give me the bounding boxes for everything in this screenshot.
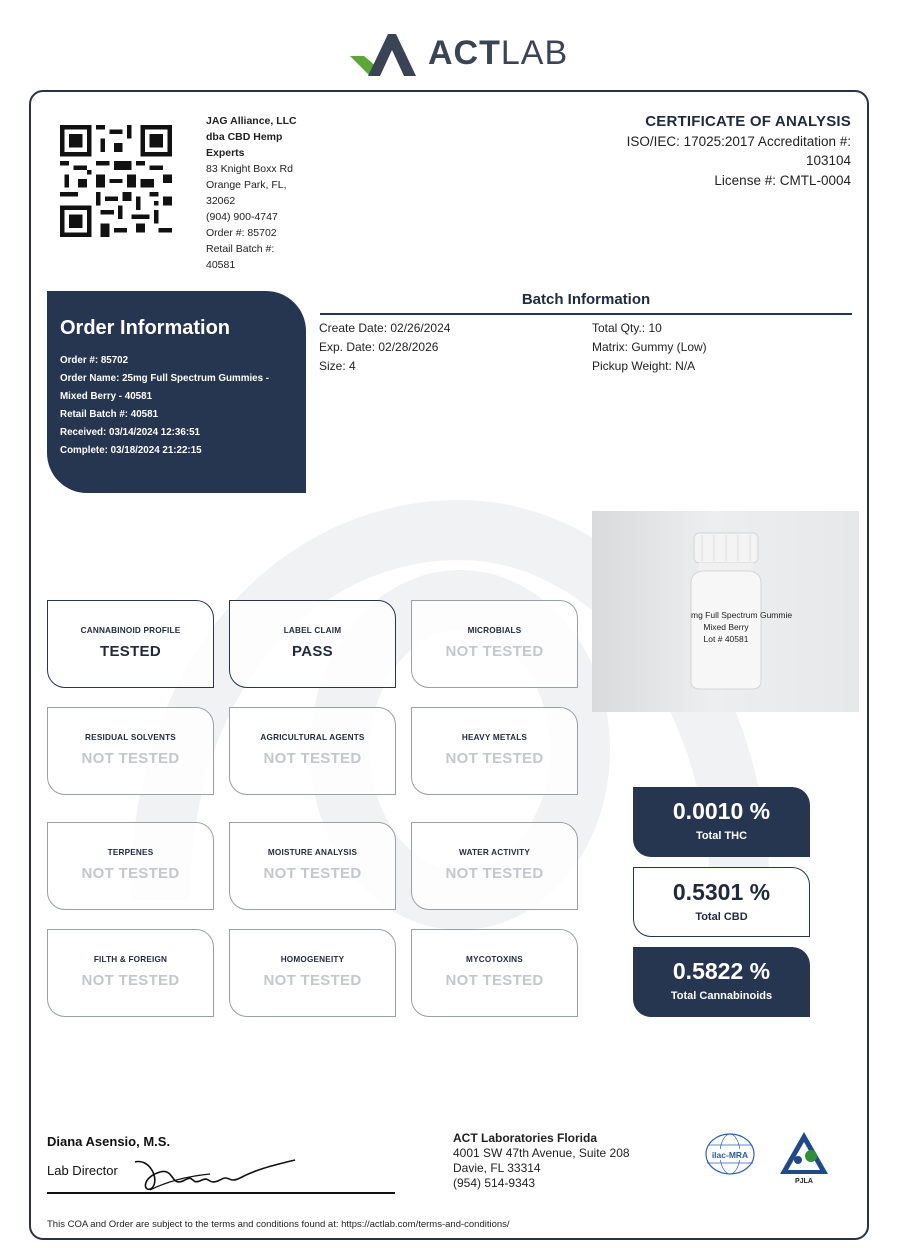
product-label-line1: mg Full Spectrum Gummie: [691, 610, 793, 620]
license-number: License #: CMTL-0004: [714, 172, 851, 188]
test-tile-label-claim: [229, 600, 396, 688]
test-label: HEAVY METALS: [461, 733, 528, 742]
lab-address-line1: 4001 SW 47th Avenue, Suite 208: [453, 1146, 630, 1160]
total-cannabinoids-badge: [633, 947, 810, 1017]
actlab-logo-icon: [350, 28, 420, 78]
test-label: LABEL CLAIM: [283, 626, 342, 635]
batch-matrix: Matrix: Gummy (Low): [592, 340, 707, 354]
test-value: NOT TESTED: [263, 972, 362, 989]
order-complete: Complete: 03/18/2024 21:22:15: [60, 445, 202, 456]
test-label: AGRICULTURAL AGENTS: [260, 733, 365, 742]
order-number: Order #: 85702: [60, 355, 129, 366]
client-address-2: Orange Park, FL,: [206, 179, 287, 191]
test-label: HOMOGENEITY: [280, 955, 345, 964]
batch-total-qty: Total Qty.: 10: [592, 321, 662, 335]
client-company-1: JAG Alliance, LLC: [206, 115, 297, 127]
total-thc-value: 0.0010 %: [672, 798, 771, 824]
batch-size: Size: 4: [319, 359, 356, 373]
test-tile-agricultural-agents: [229, 707, 396, 795]
client-address-1: 83 Knight Boxx Rd: [206, 163, 293, 175]
actlab-wordmark: [428, 34, 568, 73]
certificate-title: CERTIFICATE OF ANALYSIS: [645, 113, 851, 130]
lab-address: [453, 1131, 630, 1191]
test-value: NOT TESTED: [81, 972, 180, 989]
total-cannabinoids-value: 0.5822 %: [672, 958, 771, 984]
test-label: MYCOTOXINS: [466, 955, 523, 964]
total-thc-badge: [633, 787, 810, 857]
test-value: NOT TESTED: [263, 865, 362, 882]
test-value: NOT TESTED: [263, 750, 362, 767]
test-tile-cannabinoid-profile: [47, 600, 214, 688]
batch-pickup-weight: Pickup Weight: N/A: [592, 359, 696, 373]
iso-line: ISO/IEC: 17025:2017 Accreditation #:: [626, 133, 851, 149]
lab-name: ACT Laboratories Florida: [453, 1131, 598, 1145]
test-tile-filth-foreign: [47, 929, 214, 1017]
lab-address-line2: Davie, FL 33314: [453, 1161, 541, 1175]
test-tile-moisture-analysis: [229, 822, 396, 910]
client-order: Order #: 85702: [206, 227, 277, 239]
test-tile-terpenes: [47, 822, 214, 910]
test-tile-mycotoxins: [411, 929, 578, 1017]
client-zip: 32062: [206, 195, 236, 207]
qr-code-icon[interactable]: [60, 125, 172, 237]
product-label-line3: Lot # 40581: [703, 634, 749, 644]
batch-divider: [320, 313, 852, 315]
test-tile-heavy-metals: [411, 707, 578, 795]
test-value: NOT TESTED: [445, 972, 544, 989]
test-value: TESTED: [100, 643, 161, 660]
order-name-2: Mixed Berry - 40581: [60, 391, 153, 402]
pjla-badge-icon: [778, 1130, 830, 1186]
batch-create-date: Create Date: 02/26/2024: [319, 321, 451, 335]
total-cbd-value: 0.5301 %: [672, 879, 771, 905]
batch-information-heading: Batch Information: [521, 291, 651, 308]
accreditation-number: 103104: [805, 153, 851, 168]
test-tile-residual-solvents: [47, 707, 214, 795]
test-label: FILTH & FOREIGN: [93, 955, 168, 964]
signature-icon: [130, 1150, 300, 1195]
test-value: NOT TESTED: [445, 865, 544, 882]
batch-column-left: [319, 319, 450, 376]
product-photo: [592, 511, 859, 712]
total-cbd-label: Total CBD: [695, 911, 748, 923]
product-label: [691, 609, 793, 645]
client-info: [206, 113, 316, 273]
order-information-heading: Order Information: [60, 317, 231, 339]
lab-phone: (954) 514-9343: [453, 1176, 536, 1190]
client-phone: (904) 900-4747: [206, 211, 278, 223]
client-retail-batch-label: Retail Batch #:: [206, 243, 275, 255]
batch-exp-date: Exp. Date: 02/28/2026: [319, 340, 439, 354]
order-name-1: Order Name: 25mg Full Spectrum Gummies -: [60, 373, 270, 384]
logo-lab: LAB: [500, 33, 569, 72]
client-company-3: Experts: [206, 147, 245, 159]
ilac-badge-text: ilac-MRA: [711, 1150, 749, 1160]
signature-line: [47, 1192, 395, 1194]
signer-name: Diana Asensio, M.S.: [47, 1134, 171, 1149]
order-information-panel: [47, 291, 306, 493]
logo-act: ACT: [428, 33, 501, 72]
total-cbd-badge: [633, 867, 810, 937]
actlab-logo: [350, 28, 568, 78]
test-tile-homogeneity: [229, 929, 396, 1017]
signer-role: Lab Director: [47, 1163, 118, 1178]
test-label: WATER ACTIVITY: [458, 848, 531, 857]
test-label: CANNABINOID PROFILE: [80, 626, 181, 635]
test-value: NOT TESTED: [81, 750, 180, 767]
client-retail-batch: 40581: [206, 259, 236, 271]
total-thc-label: Total THC: [695, 830, 748, 842]
test-tile-microbials: [411, 600, 578, 688]
client-company-2: dba CBD Hemp: [206, 131, 283, 143]
test-label: TERPENES: [107, 848, 154, 857]
certificate-header: [571, 112, 851, 190]
test-value: NOT TESTED: [445, 750, 544, 767]
order-received: Received: 03/14/2024 12:36:51: [60, 427, 200, 438]
pjla-badge-text: PJLA: [795, 1178, 813, 1185]
test-value: NOT TESTED: [445, 643, 544, 660]
test-label: MICROBIALS: [467, 626, 522, 635]
ilac-mra-badge-icon: [705, 1133, 755, 1175]
order-retail-batch: Retail Batch #: 40581: [60, 409, 159, 420]
test-value: PASS: [292, 643, 333, 660]
product-label-line2: Mixed Berry: [703, 622, 749, 632]
test-label: RESIDUAL SOLVENTS: [85, 733, 176, 742]
test-label: MOISTURE ANALYSIS: [267, 848, 358, 857]
batch-column-right: [592, 319, 707, 376]
test-tile-water-activity: [411, 822, 578, 910]
test-value: NOT TESTED: [81, 865, 180, 882]
total-cannabinoids-label: Total Cannabinoids: [670, 990, 773, 1002]
terms-footer: This COA and Order are subject to the terms and conditions found at: https://actlab.com/terms-and-conditions/: [47, 1219, 510, 1230]
